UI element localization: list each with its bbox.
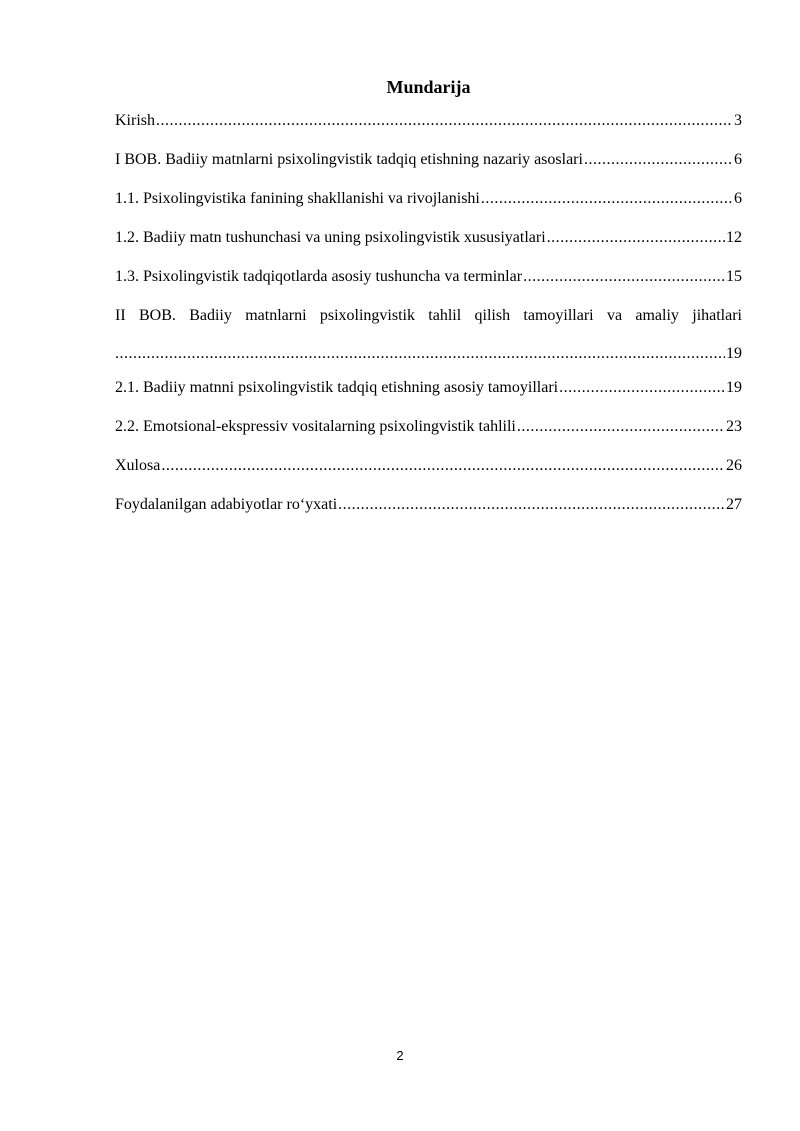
- dot-leader: [115, 344, 725, 364]
- toc-entry-page: 15: [726, 268, 742, 285]
- toc-entry-label: Foydalanilgan adabiyotlar ro‘yxati: [115, 496, 338, 513]
- toc-entry-label: 1.3. Psixolingvistik tadqiqotlarda asosiy tushuncha va terminlar: [115, 268, 523, 285]
- toc-entry-chapter-2[interactable]: [115, 306, 742, 364]
- page-number: 2: [396, 1048, 404, 1063]
- toc-entry-chapter-1[interactable]: [115, 150, 742, 170]
- toc-entry-label: 2.2. Emotsional-ekspressiv vositalarning psixolingvistik tahlili: [115, 418, 516, 435]
- toc-entry-label: Xulosa: [115, 457, 161, 474]
- toc-entry-page: 6: [734, 190, 742, 207]
- dot-leader: [517, 417, 725, 437]
- toc-entry-references[interactable]: [115, 495, 742, 515]
- toc-entry-page: 19: [726, 379, 742, 396]
- dot-leader: [161, 456, 725, 476]
- dot-leader: [156, 111, 733, 131]
- toc-entry-page: 26: [726, 457, 742, 474]
- toc-entry-section-2-2[interactable]: [115, 417, 742, 437]
- toc-entry-page: 27: [726, 496, 742, 513]
- dot-leader: [523, 267, 725, 287]
- toc-entry-section-1-2[interactable]: [115, 228, 742, 248]
- dot-leader: [481, 189, 733, 209]
- dot-leader: [559, 378, 725, 398]
- toc-entry-xulosa[interactable]: [115, 456, 742, 476]
- toc-entry-label: 2.1. Badiiy matnni psixolingvistik tadqiq etishning asosiy tamoyillari: [115, 379, 559, 396]
- toc-entry-label: I BOB. Badiiy matnlarni psixolingvistik tadqiq etishning nazariy asoslari: [115, 151, 583, 168]
- toc-entry-page: 19: [726, 345, 742, 362]
- toc-entry-label: Kirish: [115, 112, 155, 129]
- toc-entry-label: 1.1. Psixolingvistika fanining shakllanishi va rivojlanishi: [115, 190, 480, 207]
- toc-entry-page: 12: [726, 229, 742, 246]
- toc-entry-label: II BOB. Badiiy matnlarni psixolingvistik tahlil qilish tamoyillari va amaliy jihatlari: [115, 307, 742, 324]
- dot-leader: [547, 228, 725, 248]
- dot-leader: [338, 495, 725, 515]
- toc-entry-page: 3: [734, 112, 742, 129]
- toc-entry-section-1-3[interactable]: [115, 267, 742, 287]
- toc-entry-section-2-1[interactable]: [115, 378, 742, 398]
- toc-entry-page: 6: [734, 151, 742, 168]
- toc-entry-page: 23: [726, 418, 742, 435]
- toc-entry-kirish[interactable]: [115, 111, 742, 131]
- toc-entry-label: 1.2. Badiiy matn tushunchasi va uning psixolingvistik xususiyatlari: [115, 229, 546, 246]
- toc-entry-section-1-1[interactable]: [115, 189, 742, 209]
- dot-leader: [584, 150, 733, 170]
- toc-title: Mundarija: [386, 77, 471, 97]
